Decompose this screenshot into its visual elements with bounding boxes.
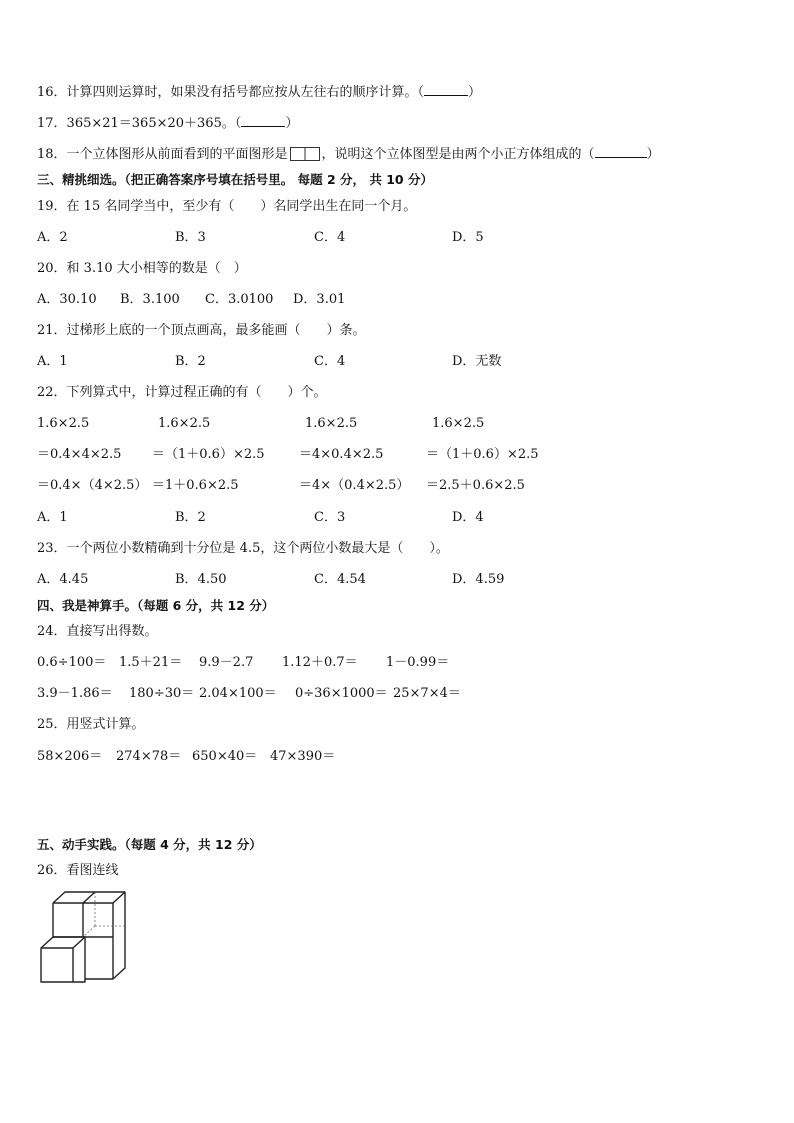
question-16-text: 16．计算四则运算时，如果没有括号都应按从左往右的顺序计算。（: [37, 85, 425, 100]
section-3-heading: 三、精挑细选。（把正确答案序号填在括号里。 每题 2 分， 共 10 分）: [37, 172, 433, 187]
q22-calc-3-line-1: 1.6×2.5: [305, 416, 358, 431]
q19-option-d[interactable]: D．5: [452, 230, 484, 245]
question-19-text: 19．在 15 名同学当中，至少有（ ）名同学出生在同一个月。: [37, 199, 417, 214]
question-24-text: 24．直接写出得数。: [37, 624, 158, 639]
q24-item-3: 9.9－2.7: [199, 655, 254, 670]
question-17-text: 17．365×21＝365×20＋365。（: [37, 116, 242, 131]
question-18-post: ，说明这个立体图型是由两个小正方体组成的（: [321, 147, 595, 162]
question-16-close: ）: [468, 85, 482, 100]
q22-option-b[interactable]: B．2: [175, 510, 206, 525]
q24-item-8: 2.04×100＝: [199, 686, 277, 701]
question-16: [37, 83, 481, 102]
q22-calc-3-line-3: ＝4×（0.4×2.5）: [299, 478, 410, 493]
question-18: [37, 145, 660, 164]
q22-calc-1-line-1: 1.6×2.5: [37, 416, 90, 431]
question-23-text: 23．一个两位小数精确到十分位是 4.5，这个两位小数最大是（ ）。: [37, 541, 449, 556]
q20-option-d[interactable]: D．3.01: [293, 292, 346, 307]
question-17-close: ）: [285, 116, 299, 131]
q24-item-9: 0÷36×1000＝: [295, 686, 388, 701]
q22-calc-4-line-2: ＝（1＋0.6）×2.5: [426, 447, 539, 462]
q24-item-1: 0.6÷100＝: [37, 655, 107, 670]
q23-option-c[interactable]: C．4.54: [314, 572, 366, 587]
q21-option-c[interactable]: C．4: [314, 354, 346, 369]
q22-option-a[interactable]: A．1: [37, 510, 68, 525]
q24-item-2: 1.5＋21＝: [119, 655, 183, 670]
q19-option-b[interactable]: B．3: [175, 230, 206, 245]
q25-item-2: 274×78＝: [116, 749, 182, 764]
question-20-text: 20．和 3.10 大小相等的数是（ ）: [37, 261, 247, 276]
q25-item-1: 58×206＝: [37, 749, 103, 764]
q22-calc-4-line-3: ＝2.5＋0.6×2.5: [426, 478, 525, 493]
q24-item-6: 3.9－1.86＝: [37, 686, 113, 701]
q22-calc-1-line-3: ＝0.4×（4×2.5）: [37, 478, 148, 493]
q24-item-4: 1.12＋0.7＝: [282, 655, 358, 670]
q24-item-5: 1－0.99＝: [386, 655, 450, 670]
q23-option-b[interactable]: B．4.50: [175, 572, 227, 587]
q22-calc-3-line-2: ＝4×0.4×2.5: [299, 447, 384, 462]
q22-option-c[interactable]: C．3: [314, 510, 346, 525]
q22-calc-2-line-3: ＝1＋0.6×2.5: [152, 478, 239, 493]
q22-calc-1-line-2: ＝0.4×4×2.5: [37, 447, 122, 462]
cube-figure: [36, 888, 136, 990]
q25-item-3: 650×40＝: [192, 749, 258, 764]
q24-item-10: 25×7×4＝: [393, 686, 461, 701]
q21-option-b[interactable]: B．2: [175, 354, 206, 369]
q20-option-b[interactable]: B．3.100: [120, 292, 180, 307]
question-17: [37, 114, 298, 133]
q25-item-4: 47×390＝: [270, 749, 336, 764]
section-5-heading: 五、动手实践。（每题 4 分，共 12 分）: [37, 837, 262, 852]
question-26-text: 26．看图连线: [37, 863, 119, 878]
q22-option-d[interactable]: D．4: [452, 510, 484, 525]
q20-option-a[interactable]: A．30.10: [37, 292, 97, 307]
q23-option-a[interactable]: A．4.45: [37, 572, 89, 587]
answer-blank-18[interactable]: [595, 145, 647, 158]
answer-blank-16[interactable]: [424, 83, 468, 96]
q20-option-c[interactable]: C．3.0100: [205, 292, 274, 307]
q23-option-d[interactable]: D．4.59: [452, 572, 505, 587]
q21-option-a[interactable]: A．1: [37, 354, 68, 369]
q19-option-a[interactable]: A．2: [37, 230, 68, 245]
q22-calc-4-line-1: 1.6×2.5: [432, 416, 485, 431]
q22-calc-2-line-2: ＝（1＋0.6）×2.5: [152, 447, 265, 462]
q21-option-d[interactable]: D．无数: [452, 354, 502, 369]
question-18-close: ）: [646, 147, 660, 162]
section-4-heading: 四、我是神算手。（每题 6 分，共 12 分）: [37, 598, 275, 613]
answer-blank-17[interactable]: [241, 114, 285, 127]
question-25-text: 25．用竖式计算。: [37, 717, 145, 732]
q19-option-c[interactable]: C．4: [314, 230, 346, 245]
question-22-text: 22．下列算式中，计算过程正确的有（ ）个。: [37, 385, 327, 400]
question-21-text: 21．过梯形上底的一个顶点画高，最多能画（ ）条。: [37, 323, 366, 338]
q24-item-7: 180÷30＝: [129, 686, 195, 701]
question-18-pre: 18．一个立体图形从前面看到的平面图形是: [37, 147, 288, 162]
two-squares-figure: [290, 147, 320, 161]
q22-calc-2-line-1: 1.6×2.5: [158, 416, 211, 431]
